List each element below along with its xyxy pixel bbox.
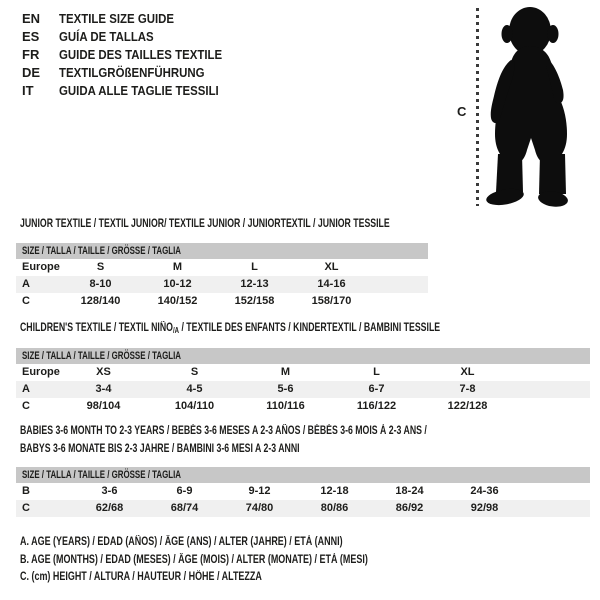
- row-label: C: [22, 502, 30, 514]
- size-cell: 74/80: [245, 502, 274, 514]
- size-cell: 3-6: [101, 485, 118, 497]
- babies-title-line2: BABYS 3-6 MONATE BIS 2-3 JAHRE / BAMBINI 3-6 MESI A 2-3 ANNI: [20, 442, 300, 455]
- children-section-title: [20, 320, 440, 340]
- language-code: FR: [22, 47, 40, 62]
- size-cell: 9-12: [248, 485, 271, 497]
- size-cell: S: [96, 261, 105, 273]
- size-cell: M: [172, 261, 183, 273]
- children-size-table: [16, 348, 590, 415]
- size-cell: 98/104: [86, 400, 121, 412]
- table-row-months: [16, 483, 590, 500]
- size-cell: L: [251, 261, 258, 273]
- language-code: DE: [22, 65, 41, 80]
- table-row-europe: [16, 364, 590, 381]
- size-cell: S: [190, 366, 199, 378]
- size-cell: 10-12: [163, 278, 192, 290]
- size-header-bar: [16, 348, 590, 364]
- size-cell: 6-9: [176, 485, 193, 497]
- size-cell: 104/110: [174, 400, 215, 412]
- row-label: A: [22, 383, 30, 395]
- size-cell: 140/152: [157, 295, 198, 307]
- size-cell: 8-10: [89, 278, 112, 290]
- size-cell: 7-8: [459, 383, 476, 395]
- footnote-age-months: B. AGE (MONTHS) / EDAD (MESES) / ÂGE (MOIS) / ALTER (MONATE) / ETÀ (MESI): [20, 553, 368, 566]
- babies-title-line1: BABIES 3-6 MONTH TO 2-3 YEARS / BEBÉS 3-6 MESES A 2-3 AÑOS / BÉBÉS 3-6 MOIS À 2-3 ANS /: [20, 425, 427, 437]
- junior-size-table: [16, 243, 428, 310]
- children-title-subscript: /A: [172, 326, 180, 335]
- size-cell: 4-5: [186, 383, 203, 395]
- language-title: GUÍA DE TALLAS: [59, 29, 154, 44]
- language-title: TEXTILE SIZE GUIDE: [59, 11, 175, 26]
- size-cell: 116/122: [356, 400, 397, 412]
- size-cell: 68/74: [170, 502, 199, 514]
- size-cell: 12-18: [320, 485, 349, 497]
- babies-size-table: [16, 467, 590, 517]
- table-row-europe: [16, 259, 428, 276]
- row-label: C: [22, 295, 30, 307]
- size-cell: 18-24: [395, 485, 424, 497]
- size-header-bar: [16, 243, 428, 259]
- row-label: A: [22, 278, 30, 290]
- row-label: Europe: [22, 366, 60, 378]
- size-cell: 152/158: [234, 295, 275, 307]
- size-header-label: SIZE / TALLA / TAILLE / GRÖSSE / TAGLIA: [22, 350, 181, 362]
- size-cell: 6-7: [368, 383, 385, 395]
- size-cell: 80/86: [320, 502, 349, 514]
- size-cell: 3-4: [95, 383, 112, 395]
- table-row-height: [16, 398, 590, 415]
- children-title-pre: CHILDREN'S TEXTILE / TEXTIL NIÑO: [20, 322, 173, 334]
- language-code: ES: [22, 29, 40, 44]
- height-measure-label: C: [457, 104, 467, 119]
- size-cell: 92/98: [470, 502, 499, 514]
- footnote-age-years: A. AGE (YEARS) / EDAD (AÑOS) / ÂGE (ANS) / ALTER (JAHRE) / ETÀ (ANNI): [20, 536, 343, 548]
- baby-silhouette-icon: [478, 4, 584, 208]
- size-cell: 14-16: [317, 278, 346, 290]
- language-code: EN: [22, 11, 41, 26]
- size-cell: 24-36: [470, 485, 499, 497]
- language-title: GUIDE DES TAILLES TEXTILE: [59, 47, 223, 62]
- size-header-label: SIZE / TALLA / TAILLE / GRÖSSE / TAGLIA: [22, 469, 181, 481]
- size-header-bar: [16, 467, 590, 483]
- size-cell: 62/68: [95, 502, 124, 514]
- language-code: IT: [22, 83, 34, 98]
- table-row-height: [16, 293, 428, 310]
- size-cell: 5-6: [277, 383, 294, 395]
- legend-footnotes: [20, 534, 466, 587]
- baby-height-figure: [0, 0, 600, 215]
- babies-section-title: [20, 423, 427, 458]
- table-row-height: [16, 500, 590, 517]
- size-cell: XS: [96, 366, 111, 378]
- size-cell: 110/116: [266, 400, 305, 412]
- language-title: TEXTILGRÖßENFÜHRUNG: [59, 65, 205, 80]
- size-cell: M: [280, 366, 291, 378]
- table-row-age: [16, 381, 590, 398]
- table-row-age: [16, 276, 428, 293]
- size-cell: XL: [460, 366, 475, 378]
- size-cell: XL: [324, 261, 339, 273]
- row-label: B: [22, 485, 30, 497]
- row-label: Europe: [22, 261, 60, 273]
- row-label: C: [22, 400, 30, 412]
- size-cell: 122/128: [447, 400, 488, 412]
- size-cell: 128/140: [80, 295, 121, 307]
- footnote-height: C. (cm) HEIGHT / ALTURA / HAUTEUR / HÖHE / ALTEZZA: [20, 571, 262, 584]
- size-cell: 158/170: [311, 295, 352, 307]
- size-cell: 86/92: [395, 502, 424, 514]
- junior-section-title: JUNIOR TEXTILE / TEXTIL JUNIOR/ TEXTILE JUNIOR / JUNIORTEXTIL / JUNIOR TESSILE: [20, 218, 390, 230]
- children-title-post: / TEXTILE DES ENFANTS / KINDERTEXTIL / BAMBINI TESSILE: [179, 322, 441, 334]
- language-title: GUIDA ALLE TAGLIE TESSILI: [59, 83, 219, 98]
- size-cell: L: [373, 366, 380, 378]
- size-header-label: SIZE / TALLA / TAILLE / GRÖSSE / TAGLIA: [22, 245, 181, 257]
- size-cell: 12-13: [240, 278, 269, 290]
